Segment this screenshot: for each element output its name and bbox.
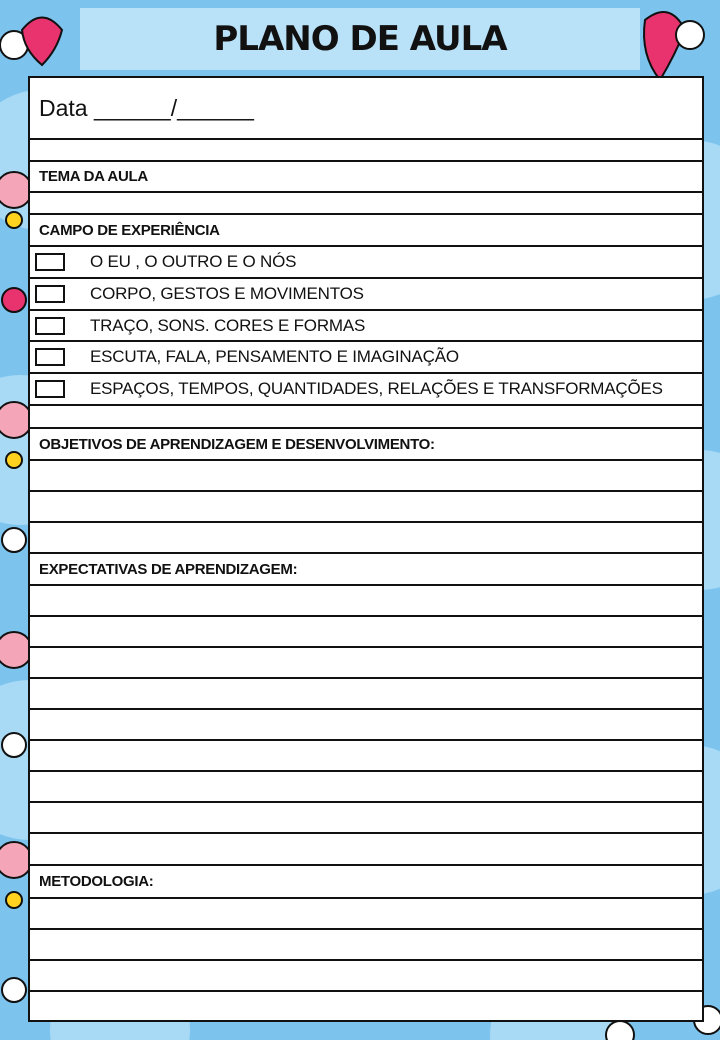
title-bar xyxy=(80,8,640,70)
lesson-plan-sheet xyxy=(28,76,704,1022)
objectives-label: OBJETIVOS DE APRENDIZAGEM E DESENVOLVIMENTO: xyxy=(39,435,435,453)
experience-option-label: ESCUTA, FALA, PENSAMENTO E IMAGINAÇÃO xyxy=(90,347,459,366)
experience-option-row[interactable] xyxy=(30,247,702,279)
experience-field-label: CAMPO DE EXPERIÊNCIA xyxy=(39,221,220,239)
expectations-heading-row xyxy=(30,554,702,586)
experience-field-heading-row xyxy=(30,215,702,247)
methodology-label: METODOLOGIA: xyxy=(39,873,154,890)
experience-option-row[interactable] xyxy=(30,374,702,406)
experience-option-label: CORPO, GESTOS E MOVIMENTOS xyxy=(90,284,364,303)
page-title: PLANO DE AULA xyxy=(213,19,507,59)
expectations-line[interactable] xyxy=(30,741,702,772)
objectives-line[interactable] xyxy=(30,461,702,492)
topic-label: TEMA DA AULA xyxy=(39,168,148,185)
checkbox[interactable] xyxy=(35,317,65,335)
methodology-line[interactable] xyxy=(30,899,702,930)
expectations-line[interactable] xyxy=(30,679,702,710)
methodology-line[interactable] xyxy=(30,930,702,961)
expectations-line[interactable] xyxy=(30,803,702,834)
date-row[interactable] xyxy=(30,78,702,140)
experience-option-label: ESPAÇOS, TEMPOS, QUANTIDADES, RELAÇÕES E TRANSFORMAÇÕES xyxy=(90,379,663,398)
experience-option-label: O EU , O OUTRO E O NÓS xyxy=(90,252,297,271)
expectations-line[interactable] xyxy=(30,648,702,679)
expectations-line[interactable] xyxy=(30,586,702,617)
blank-line[interactable] xyxy=(30,406,702,429)
objectives-line[interactable] xyxy=(30,523,702,554)
methodology-heading-row xyxy=(30,866,702,899)
objectives-heading-row xyxy=(30,429,702,461)
experience-option-row[interactable] xyxy=(30,342,702,374)
blank-line[interactable] xyxy=(30,140,702,162)
experience-option-row[interactable] xyxy=(30,311,702,342)
expectations-line[interactable] xyxy=(30,772,702,803)
objectives-line[interactable] xyxy=(30,492,702,523)
experience-option-label: TRAÇO, SONS. CORES E FORMAS xyxy=(90,315,366,335)
checkbox[interactable] xyxy=(35,380,65,398)
topic-row[interactable] xyxy=(30,162,702,193)
checkbox[interactable] xyxy=(35,285,65,303)
expectations-label: EXPECTATIVAS DE APRENDIZAGEM: xyxy=(39,560,298,578)
topic-answer-line[interactable] xyxy=(30,193,702,215)
methodology-line[interactable] xyxy=(30,992,702,1020)
expectations-line[interactable] xyxy=(30,710,702,741)
expectations-line[interactable] xyxy=(30,617,702,648)
experience-option-row[interactable] xyxy=(30,279,702,311)
expectations-line[interactable] xyxy=(30,834,702,866)
date-label: Data ______/______ xyxy=(39,94,254,121)
checkbox[interactable] xyxy=(35,253,65,271)
checkbox[interactable] xyxy=(35,348,65,366)
methodology-line[interactable] xyxy=(30,961,702,992)
